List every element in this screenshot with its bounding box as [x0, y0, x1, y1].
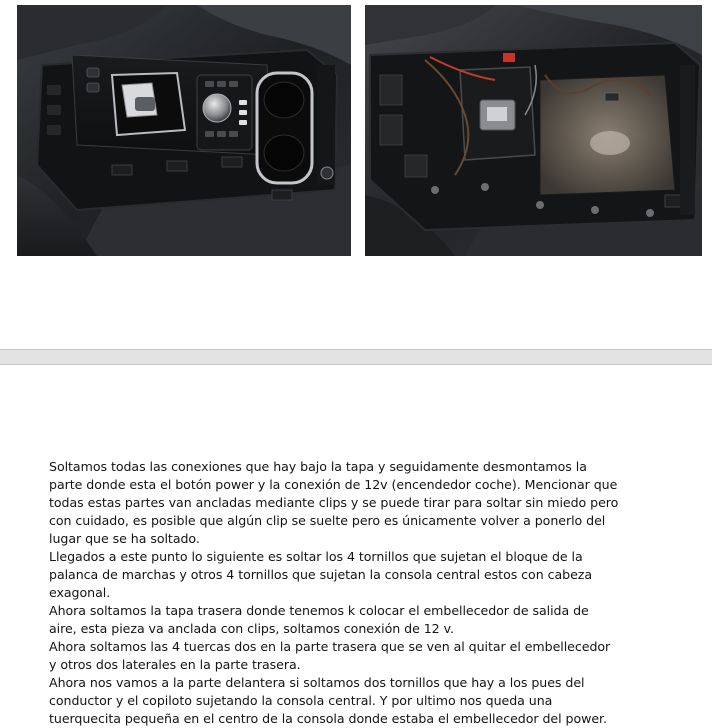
console-photo-assembled-image — [17, 5, 351, 256]
paragraph: Soltamos todas las conexiones que hay bajo la tapa y seguidamente desmontamos la parte donde esta el botón power y la conexión de 12v (encendedor coche). Mencionar que todas estas partes van ancladas mediante clips y se puede tirar para soltar sin miedo pero con cuidado, es posible que algún clip se suelte pero es únicamente volver a ponerlo del lugar que se ha soltado. — [49, 459, 619, 546]
paragraph: Llegados a este punto lo siguiente es soltar los 4 tornillos que sujetan el bloque de la palanca de marchas y otros 4 tornillos que sujetan la consola central estos con cabeza exagonal. — [49, 549, 593, 600]
console-photo-disassembled-image — [365, 5, 702, 256]
paragraph: Ahora soltamos las 4 tuercas dos en la parte trasera que se ven al quitar el embellecedor y otros dos laterales en la parte trasera. — [49, 639, 611, 672]
paragraph: Ahora soltamos la tapa trasera donde tenemos k colocar el embellecedor de salida de aire, esta pieza va anclada con clips, soltamos conexión de 12 v. — [49, 603, 589, 636]
console-photo-disassembled — [365, 5, 702, 256]
paragraph: Ahora nos vamos a la parte delantera si soltamos dos tornillos que hay a los pues del conductor y el copiloto sujetando la consola central. Y por ultimo nos queda una tuerquecita pequeña en el centro de la consola donde estaba el embellecedor del power. — [49, 675, 607, 726]
console-photo-assembled — [17, 5, 351, 256]
document-page-top — [0, 0, 712, 349]
page-break — [0, 349, 712, 365]
instructions-text — [49, 458, 619, 728]
